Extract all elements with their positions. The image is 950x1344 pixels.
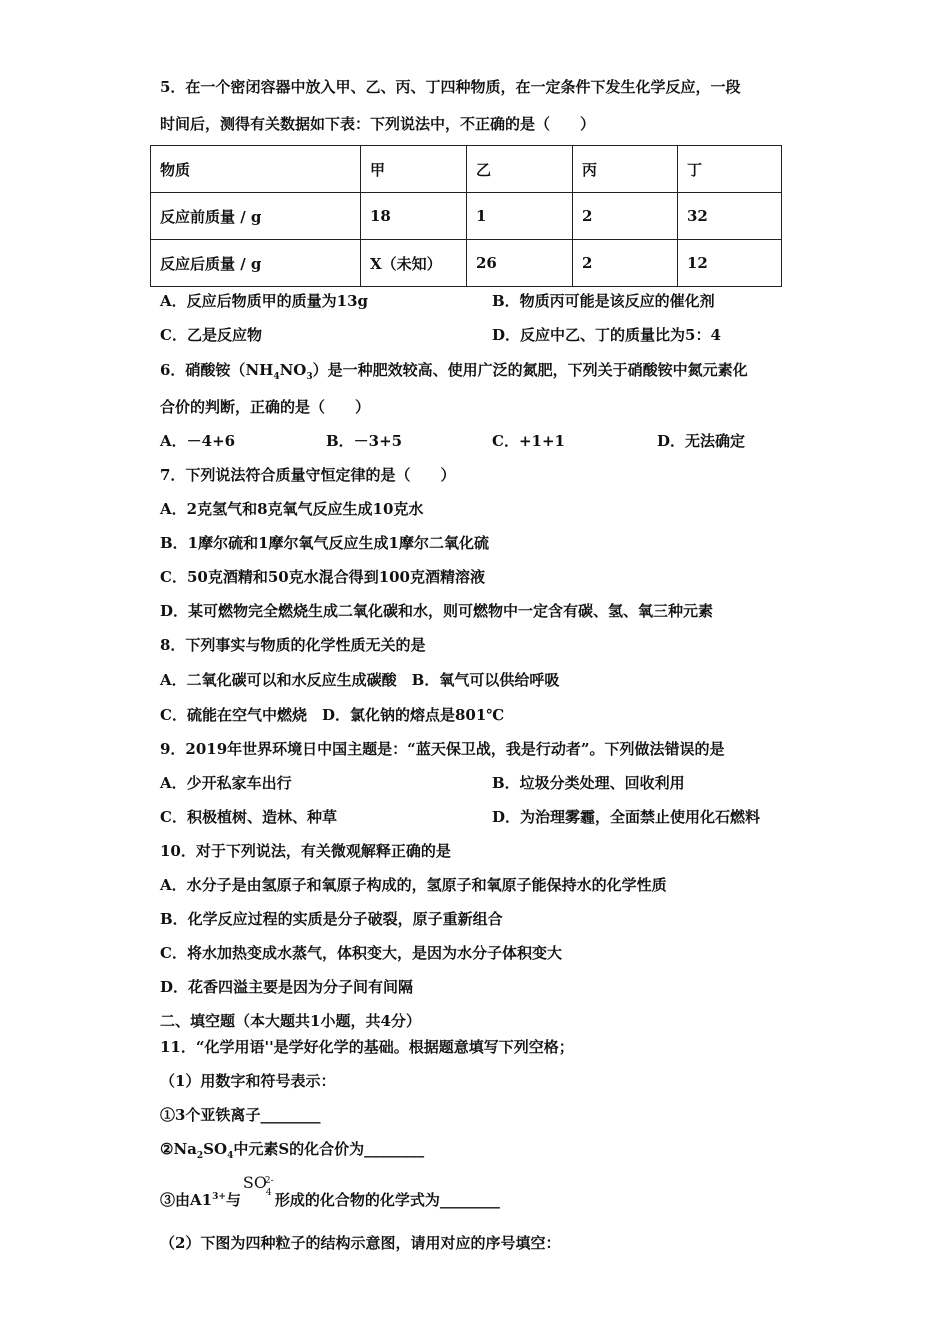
q7-option-c: C．50克酒精和50克水混合得到100克酒精溶液 [160, 568, 485, 586]
q11-item3-post: 形成的化合物的化学式为________ [274, 1191, 500, 1209]
q5-option-d: D．反应中乙、丁的质量比为5：4 [492, 326, 721, 344]
q6-option-b: B．－3+5 [326, 432, 403, 450]
q6-stem-mid: NO [279, 361, 307, 379]
q7-option-b: B．1摩尔硫和1摩尔氧气反应生成1摩尔二氧化硫 [160, 534, 489, 552]
q8-options-cd: C．硫能在空气中燃烧 D．氯化钠的熔点是801℃ [160, 706, 505, 724]
q5-data-table [150, 145, 782, 287]
q5-option-a: A．反应后物质甲的质量为13g [160, 292, 369, 310]
table-cell: X（未知） [361, 240, 467, 287]
q6-option-c: C．+1+1 [492, 432, 565, 450]
q7-stem: 7．下列说法符合质量守恒定律的是（ ） [160, 466, 456, 484]
table-header-cell: 乙 [467, 146, 573, 193]
q11-part1: （1）用数字和符号表示： [160, 1072, 336, 1090]
q10-option-a: A．水分子是由氢原子和氧原子构成的，氢原子和氧原子能保持水的化学性质 [160, 876, 667, 894]
q7-option-d: D．某可燃物完全燃烧生成二氧化碳和水，则可燃物中一定含有碳、氢、氧三种元素 [160, 602, 714, 620]
table-cell: 18 [361, 193, 467, 240]
section-title: 二、填空题（本大题共1小题，共4分） [160, 1012, 421, 1030]
q9-option-b: B．垃圾分类处理、回收利用 [492, 774, 685, 792]
q11-item3-mid: 与 [225, 1191, 241, 1209]
q9-option-c: C．积极植树、造林、种草 [160, 808, 337, 826]
q6-sub1: 4 [273, 372, 280, 382]
q8-options-ab: A．二氧化碳可以和水反应生成碳酸 B．氧气可以供给呼吸 [160, 671, 560, 689]
q8-stem: 8．下列事实与物质的化学性质无关的是 [160, 636, 426, 654]
table-header-cell: 丙 [573, 146, 678, 193]
q5-stem-line1: 5．在一个密闭容器中放入甲、乙、丙、丁四种物质，在一定条件下发生化学反应，一段 [160, 78, 741, 96]
q10-stem: 10．对于下列说法，有关微观解释正确的是 [160, 842, 451, 860]
q11-item2-mid: SO [203, 1140, 228, 1158]
table-row [151, 193, 782, 240]
table-cell: 1 [467, 193, 573, 240]
q9-stem: 9．2019年世界环境日中国主题是：“蓝天保卫战，我是行动者”。下列做法错误的是 [160, 740, 725, 758]
q6-stem-line2: 合价的判断，正确的是（ ） [160, 398, 371, 416]
table-cell: 32 [678, 193, 782, 240]
q5-stem-line2: 时间后，测得有关数据如下表：下列说法中，不正确的是（ ） [160, 115, 596, 133]
table-cell: 反应前质量 / g [151, 193, 361, 240]
table-row [151, 240, 782, 287]
q11-item2 [160, 1139, 424, 1166]
q9-option-d: D．为治理雾霾，全面禁止使用化石燃料 [492, 808, 761, 826]
table-header-row [151, 146, 782, 193]
q11-item2-pre: ②Na [160, 1140, 197, 1158]
table-header-cell: 丁 [678, 146, 782, 193]
q11-item3-pre: ③由A1 [160, 1191, 213, 1209]
q7-option-a: A．2克氢气和8克氧气反应生成10克水 [160, 500, 424, 518]
q10-option-c: C．将水加热变成水蒸气，体积变大，是因为水分子体积变大 [160, 944, 562, 962]
q11-item3-sup: 3+ [212, 1192, 226, 1202]
table-cell: 2 [573, 193, 678, 240]
sulfate-symbol: SO [242, 1173, 267, 1192]
q5-option-b: B．物质丙可能是该反应的催化剂 [492, 292, 715, 310]
q11-item3 [160, 1173, 500, 1210]
table-header-cell: 甲 [361, 146, 467, 193]
q9-option-a: A．少开私家车出行 [160, 774, 292, 792]
q6-stem-post: ）是一种肥效较高、使用广泛的氮肥，下列关于硝酸铵中氮元素化 [312, 361, 748, 379]
table-cell: 26 [467, 240, 573, 287]
q10-option-d: D．花香四溢主要是因为分子间有间隔 [160, 978, 414, 996]
sulfate-subscript: 4 [265, 1188, 272, 1198]
table-cell: 2 [573, 240, 678, 287]
q6-option-d: D．无法确定 [657, 432, 746, 450]
q11-item2-sub2: 4 [227, 1151, 234, 1161]
sulfate-charge: 2- [264, 1176, 274, 1186]
q11-item2-post: 中元素S的化合价为________ [233, 1140, 425, 1158]
q6-stem-line1 [160, 360, 748, 387]
q5-option-c: C．乙是反应物 [160, 326, 262, 344]
q6-stem-pre: 6．硝酸铵（NH [160, 361, 274, 379]
sulfate-formula [241, 1173, 275, 1205]
table-cell: 12 [678, 240, 782, 287]
q6-sub2: 3 [306, 372, 313, 382]
q10-option-b: B．化学反应过程的实质是分子破裂，原子重新组合 [160, 910, 503, 928]
q11-item2-sub1: 2 [196, 1151, 204, 1161]
table-cell: 反应后质量 / g [151, 240, 361, 287]
table-header-cell: 物质 [151, 146, 361, 193]
q6-option-a: A．－4+6 [160, 432, 236, 450]
q11-part2: （2）下图为四种粒子的结构示意图，请用对应的序号填空： [160, 1234, 561, 1252]
q11-item1: ①3个亚铁离子________ [160, 1106, 321, 1124]
q11-stem: 11．“化学用语''是学好化学的基础。根据题意填写下列空格； [160, 1038, 574, 1056]
